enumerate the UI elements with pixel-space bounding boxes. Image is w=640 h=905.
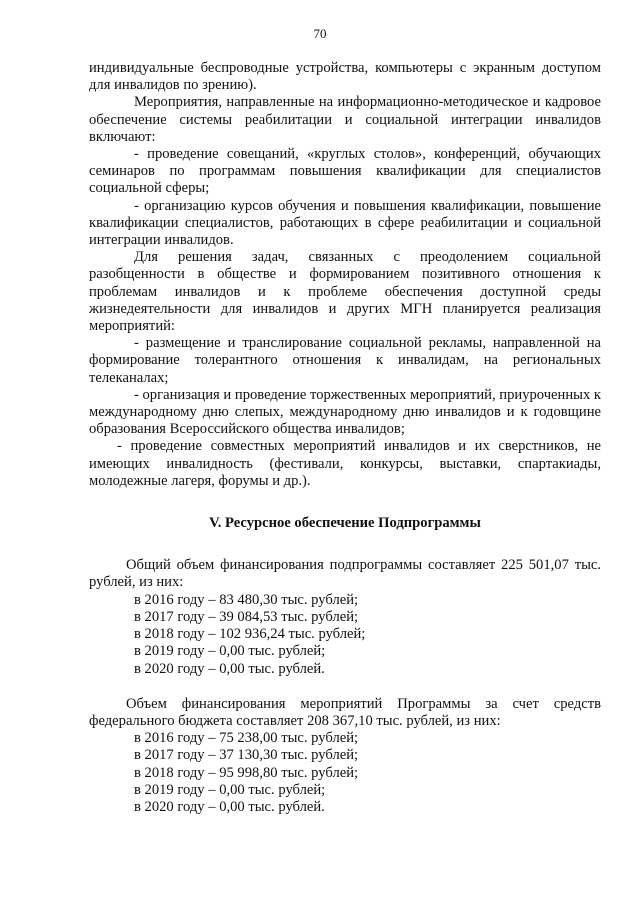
- document-body: [89, 60, 601, 816]
- paragraph: индивидуальные беспроводные устройства, компьютеры с экранным доступом для инвалидов по зрению).: [89, 60, 601, 94]
- funding-year-line: в 2018 году – 95 998,80 тыс. рублей;: [134, 764, 359, 781]
- paragraph: Мероприятия, направленные на информационно-методическое и кадровое обеспечение системы реабилитации и социальной интеграции инвалидов включают:: [89, 94, 601, 145]
- section-heading: V. Ресурсное обеспечение Подпрограммы: [209, 515, 481, 532]
- funding-year-line: в 2019 году – 0,00 тыс. рублей;: [134, 643, 326, 660]
- funding-year-line: в 2017 году – 37 130,30 тыс. рублей;: [134, 747, 359, 764]
- page-number: 70: [313, 26, 327, 41]
- funding-year-line: в 2020 году – 0,00 тыс. рублей.: [134, 660, 325, 677]
- funding-year-line: в 2020 году – 0,00 тыс. рублей.: [134, 798, 325, 815]
- list-item: - организацию курсов обучения и повышения квалификации, повышение квалификации специалистов, работающих в сфере реабилитации и социальной интеграции инвалидов.: [89, 197, 601, 249]
- paragraph: Для решения задач, связанных с преодолением социальной разобщенности в обществе и формированием позитивного отношения к проблемам инвалидов и к проблеме обеспечения доступной среды жизнедеятельности для инвалидов и других МГН планируется реализация мероприятий:: [89, 249, 601, 335]
- funding-federal-intro: Объем финансирования мероприятий Программы за счет средств федерального бюджета составляет 208 367,10 тыс. рублей, из них:: [89, 695, 601, 729]
- funding-year-line: в 2016 году – 83 480,30 тыс. рублей;: [134, 591, 359, 608]
- funding-year-line: в 2016 году – 75 238,00 тыс. рублей;: [134, 730, 359, 747]
- list-item: - проведение совместных мероприятий инвалидов и их сверстников, не имеющих инвалидность (фестивали, конкурсы, выставки, спартакиады, молодежные лагеря, форумы и др.).: [89, 438, 601, 489]
- funding-year-line: в 2018 году – 102 936,24 тыс. рублей;: [134, 626, 366, 643]
- funding-year-line: в 2017 году – 39 084,53 тыс. рублей;: [134, 608, 359, 625]
- list-item: - проведение совещаний, «круглых столов», конференций, обучающих семинаров по программам повышения квалификации для специалистов социальной сферы;: [89, 146, 601, 197]
- list-item: - размещение и транслирование социальной рекламы, направленной на формирование толерантного отношения к инвалидам, на региональных телеканалах;: [89, 335, 601, 386]
- list-item: - организация и проведение торжественных мероприятий, приуроченных к международному дню слепых, международному дню инвалидов и к годовщине образования Всероссийского общества инвалидов;: [89, 386, 601, 438]
- funding-total-intro: Общий объем финансирования подпрограммы составляет 225 501,07 тыс. рублей, из них:: [89, 557, 601, 591]
- funding-year-line: в 2019 году – 0,00 тыс. рублей;: [134, 781, 326, 798]
